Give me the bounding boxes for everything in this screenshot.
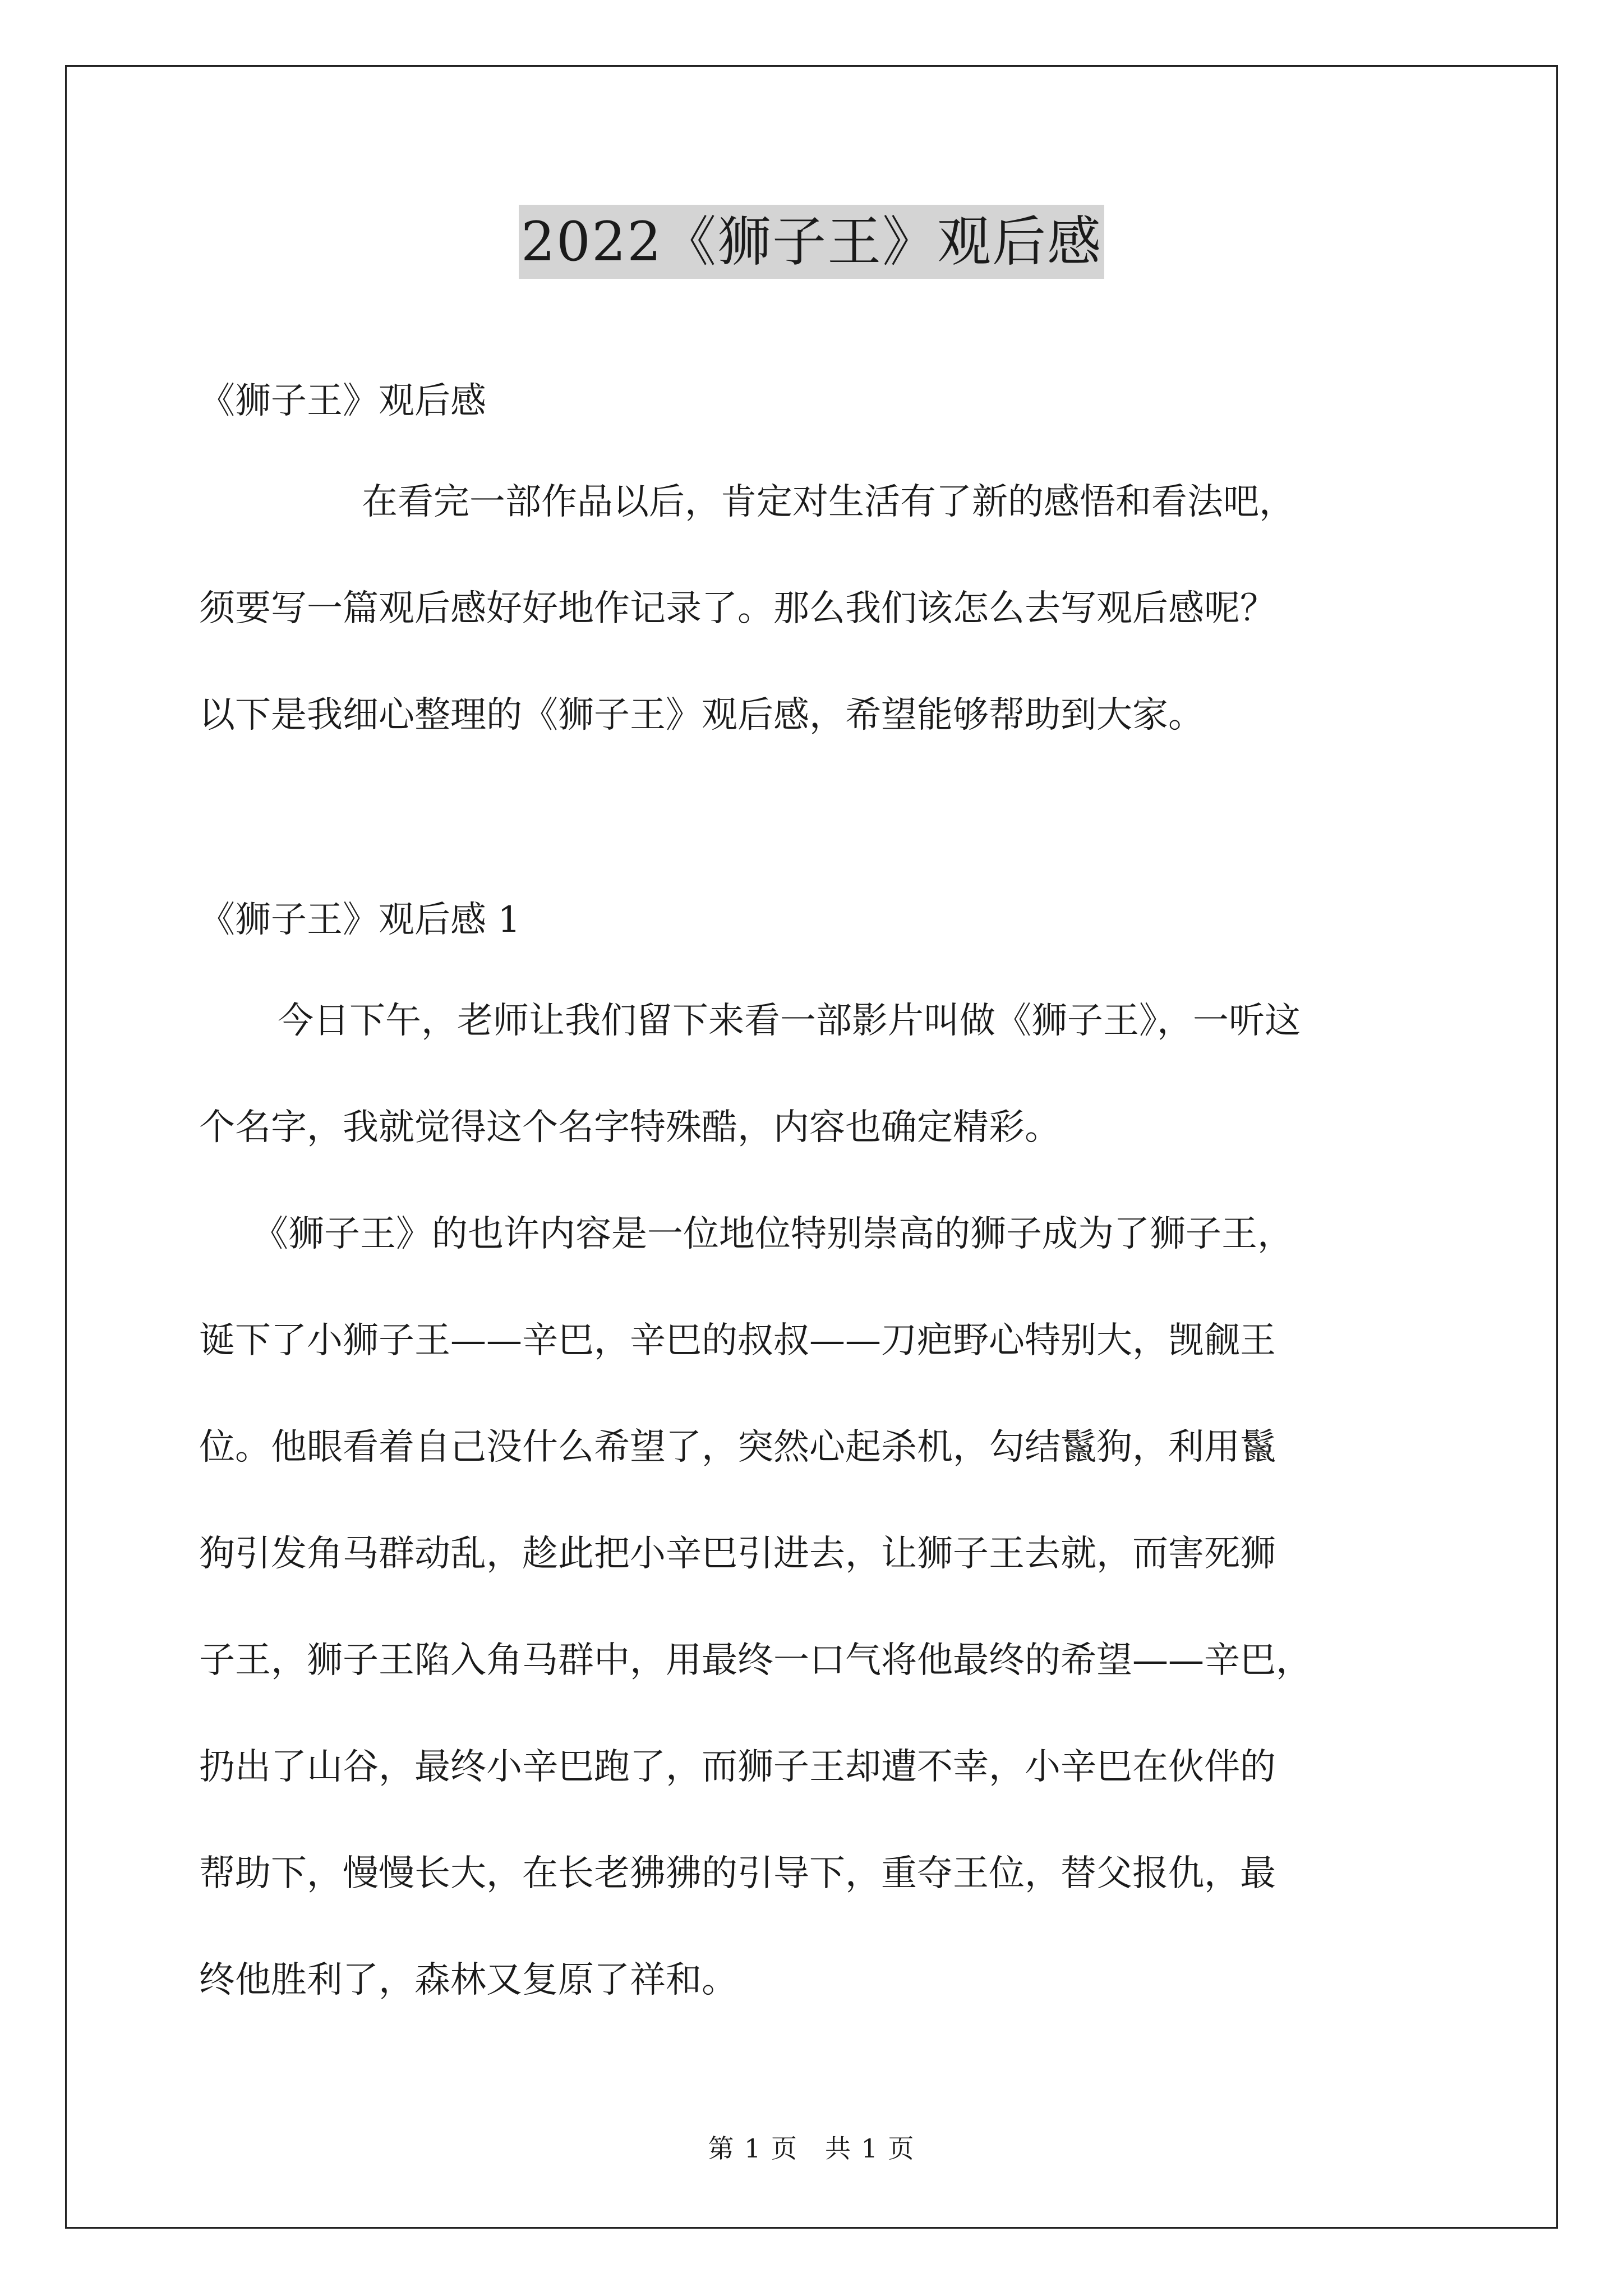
intro-heading-text: 《狮子王》观后感 (199, 380, 486, 422)
intro-line: 以下是我细心整理的《狮子王》观后感，希望能够帮助到大家。 (199, 694, 1204, 736)
paragraph-line: 扔出了山谷，最终小辛巴跑了，而狮子王却遭不幸，小辛巴在伙伴的 (199, 1746, 1276, 1788)
paragraph-line: 终他胜利了，森林又复原了祥和。 (199, 1959, 737, 2001)
paragraph-line: 诞下了小狮子王——辛巴，辛巴的叔叔——刀疤野心特别大，觊觎王 (199, 1320, 1276, 1361)
document-title (0, 205, 1623, 279)
section-heading (199, 867, 1483, 973)
paragraph-line: 今日下午，老师让我们留下来看一部影片叫做《狮子王》，一听这 (278, 1000, 1301, 1042)
paragraph-line: 位。他眼看着自己没什么希望了，突然心起杀机，勾结鬣狗，利用鬣 (199, 1427, 1276, 1468)
paragraph-line: 子王，狮子王陷入角马群中，用最终一口气将他最终的希望——辛巴， (199, 1640, 1312, 1681)
intro-heading (199, 348, 1483, 454)
paragraph-line: 狗引发角马群动乱，趁此把小辛巴引进去，让狮子王去就，而害死狮 (199, 1533, 1276, 1575)
body-paragraph-1 (199, 968, 1483, 1181)
intro-paragraph (199, 449, 1483, 769)
document-title-text: 2022《狮子王》观后感 (519, 205, 1104, 279)
section-heading-text: 《狮子王》观后感 1 (199, 899, 521, 941)
intro-line: 须要写一篇观后感好好地作记录了。那么我们该怎么去写观后感呢？ (199, 588, 1276, 629)
body-paragraph-2 (199, 1181, 1483, 2033)
paragraph-line: 《狮子王》的也许内容是一位地位特别崇高的狮子成为了狮子王， (252, 1213, 1293, 1255)
page-footer (0, 2132, 1623, 2165)
page-number-text: 第 1 页 共 1 页 (708, 2133, 915, 2164)
intro-line: 在看完一部作品以后，肯定对生活有了新的感悟和看法吧， (362, 481, 1295, 523)
paragraph-line: 个名字，我就觉得这个名字特殊酷，内容也确定精彩。 (199, 1107, 1061, 1148)
paragraph-line: 帮助下，慢慢长大，在长老狒狒的引导下，重夺王位，替父报仇，最 (199, 1853, 1276, 1894)
